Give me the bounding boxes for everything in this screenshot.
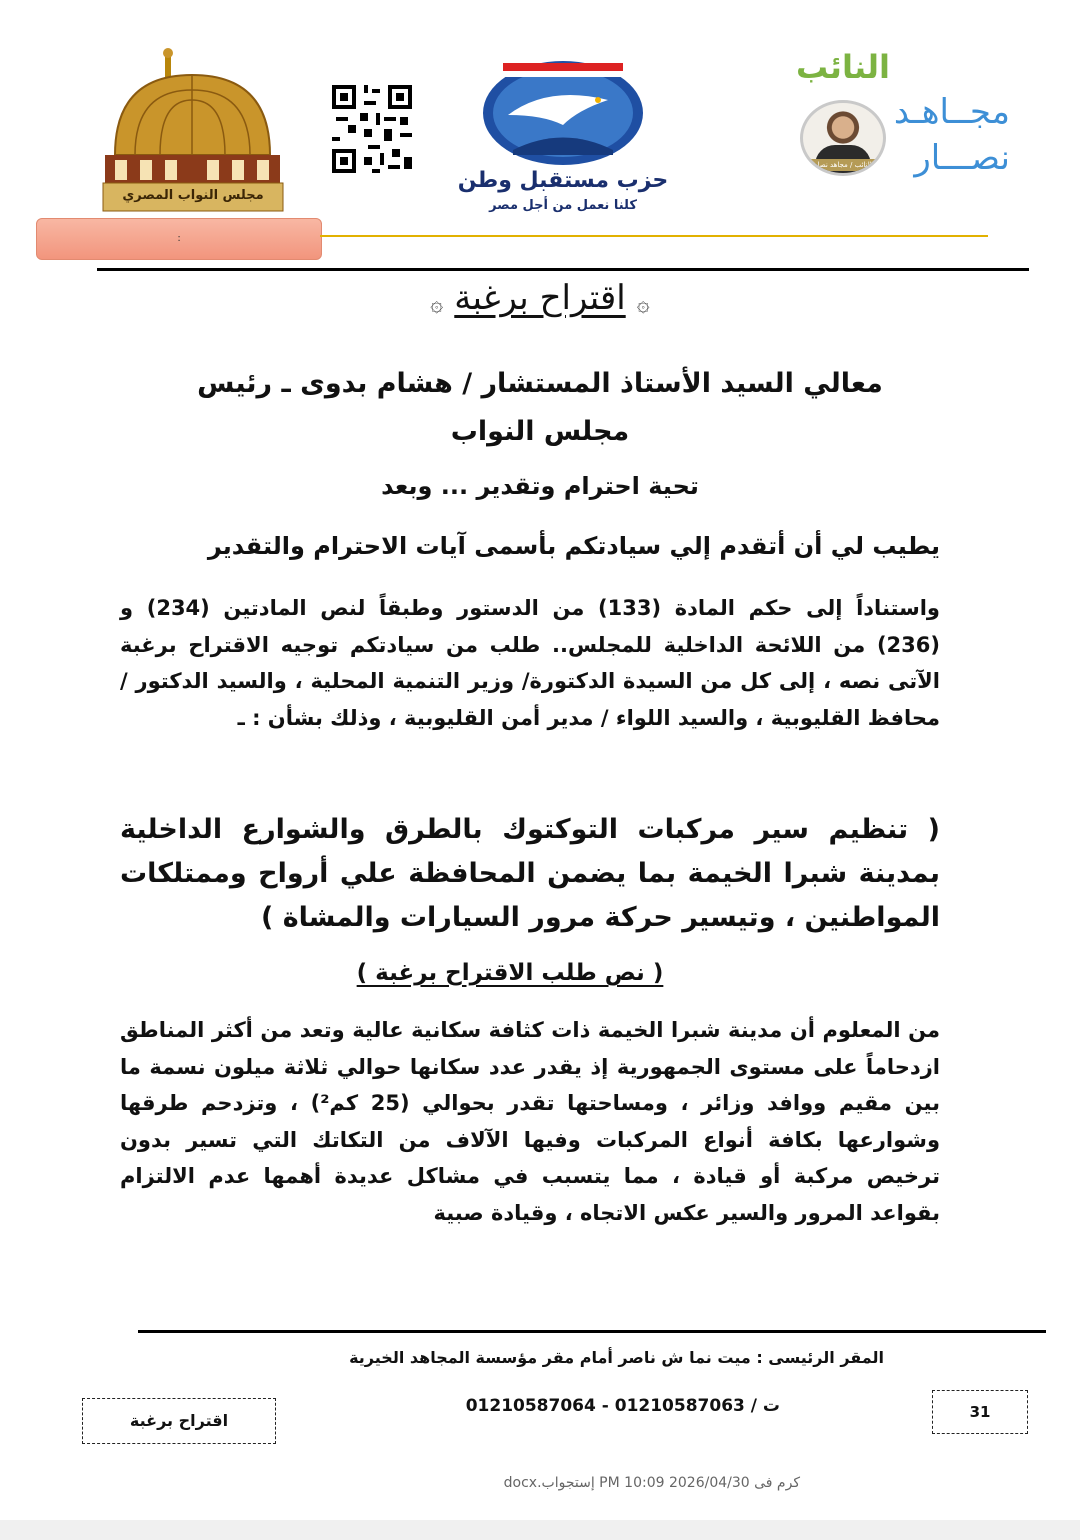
avatar-caption: النائب / مجاهد نصار: [807, 159, 879, 171]
header-divider-gold: [320, 235, 988, 237]
addressee: معالي السيد الأستاذ المستشار / هشام بدوى ـ رئيس مجلس النواب: [197, 368, 883, 447]
party-name: حزب مستقبل وطن: [457, 168, 669, 193]
greeting: تحية احترام وتقدير ... وبعد: [381, 472, 699, 500]
party-slogan: كلنا نعمل من أجل مصر: [489, 198, 637, 213]
legal-basis-paragraph: واستناداً إلى حكم المادة (133) من الدستور وطبقاً لنص المادتين (234) و (236) من اللائحة الداخلية للمجلس.. طلب من سيادتكم توجيه الاقتراح برغبة الآتى نصه ، إلى كل من السيدة الدكتورة/ وزير التنمية المحلية ، والسيد الدكتور / محافظ القليوبية ، والسيد اللواء / مدير أمن القليوبية ، وذلك بشأن : ـ: [120, 596, 940, 730]
document-label: اقتراح برغبة: [82, 1398, 276, 1444]
avatar: [800, 100, 886, 176]
request-paragraph: من المعلوم أن مدينة شبرا الخيمة ذات كثافة سكانية عالية وتعد من أكثر المناطق ازدحاماً على مستوى الجمهورية إذ يقدر عدد سكانها حوالي ثلاثة ميلون نسمة ما بين مقيم ووافد وزائر ، ومساحتها تقدر بحوالي (25 كم²) ، وتزدحم طرقها وشوارعها بكافة أنواع المركبات وفيها الآلاف من التكاتك التي تسير بدون ترخيص مركبة أو قيادة ، مما يتسبب في مشاكل عديدة أهمها عدم الالتزام بقواعد المرور والسير عكس الاتجاه ، وقيادة صبية: [120, 1018, 940, 1225]
footer-divider: [138, 1330, 1046, 1333]
sub-heading: ( نص طلب الاقتراح برغبة ): [356, 960, 664, 986]
print-stamp: كرم فى 2026/04/30 10:09 PM إستجواب.docx: [503, 1475, 800, 1491]
document-title: [0, 272, 1080, 324]
header-banner: :: [36, 218, 322, 260]
page-number: 31: [932, 1390, 1028, 1434]
party-logo: [448, 55, 678, 220]
ornament-icon: ۞: [636, 292, 650, 317]
deputy-label: النائب: [796, 48, 890, 86]
opening-line: يطيب لي أن أتقدم إلي سيادتكم بأسمى آيات الاحترام والتقدير: [207, 532, 940, 560]
header-divider: [97, 268, 1029, 271]
subject-paragraph: ( تنظيم سير مركبات التوكتوك بالطرق والشوارع الداخلية بمدينة شبرا الخيمة بما يضمن المحافظة علي أرواح وممتلكات المواطنين ، وتيسير حركة مرور السيارات والمشاة ): [120, 814, 940, 933]
deputy-first-name: مجــاهـد: [893, 92, 1010, 132]
footer-address: المقر الرئيسى : ميت نما ش ناصر أمام مقر مؤسسة المجاهد الخيرية: [349, 1348, 884, 1367]
title-text: اقتراح برغبة: [454, 278, 626, 318]
deputy-last-name: نصـــار: [914, 138, 1010, 178]
page-bottom-edge: [0, 1520, 1080, 1540]
ornament-icon: ۞: [430, 292, 444, 317]
parliament-logo-caption: مجلس النواب المصري: [122, 188, 264, 203]
footer-phones: ت / 01210587063 - 01210587064: [465, 1396, 780, 1416]
qr-code: [328, 80, 416, 178]
